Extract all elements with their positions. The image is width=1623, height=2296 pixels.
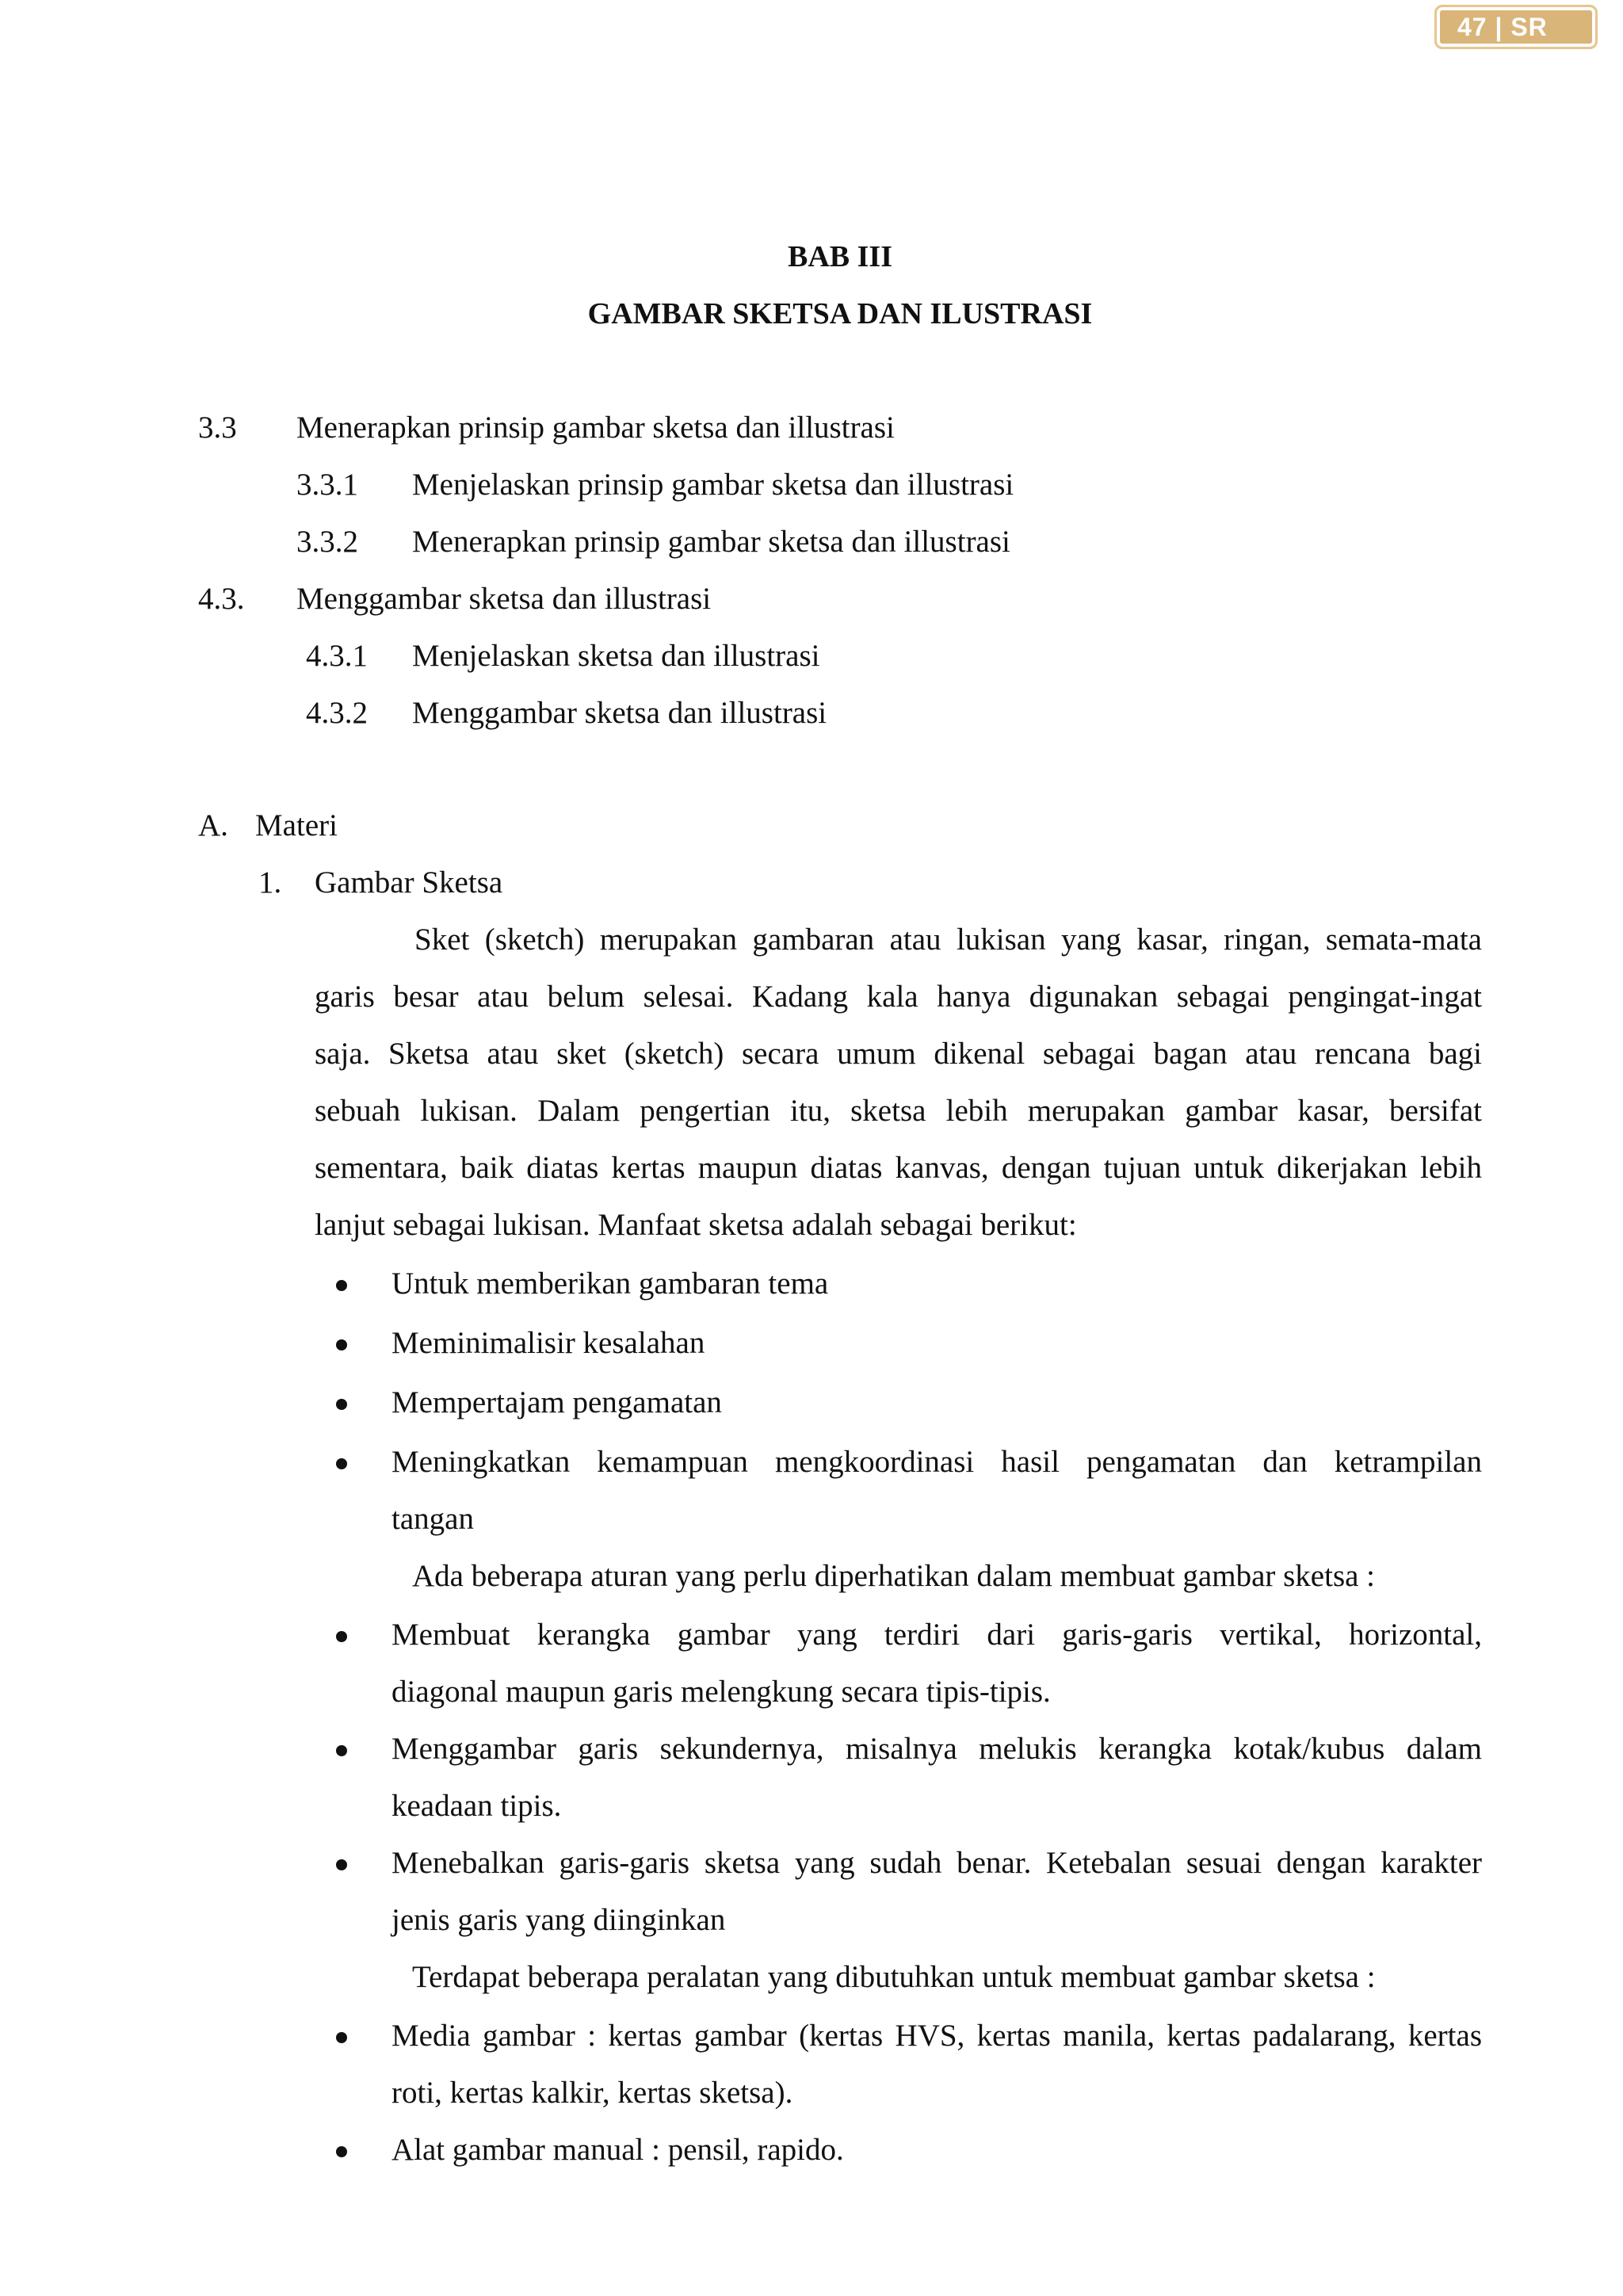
list-item: Meminimalisir kesalahan (391, 1326, 705, 1360)
list-item-continuation: roti, kertas kalkir, kertas sketsa). (391, 2076, 793, 2110)
competency-number: 3.3 (198, 411, 237, 445)
competency-number: 4.3.2 (306, 696, 368, 730)
paragraph-line: Sket (sketch) merupakan gambaran atau lukisan yang kasar, ringan, semata-mata (414, 923, 1482, 957)
list-item-continuation: tangan (391, 1502, 474, 1536)
bullet-icon (336, 1339, 347, 1350)
section-letter: A. (198, 808, 228, 842)
competency-number: 4.3. (198, 582, 245, 616)
competency-text: Menjelaskan sketsa dan illustrasi (412, 639, 820, 673)
competency-text: Menerapkan prinsip gambar sketsa dan illustrasi (412, 525, 1010, 559)
paragraph-line: lanjut sebagai lukisan. Manfaat sketsa adalah sebagai berikut: (315, 1208, 1077, 1242)
competency-text: Menggambar sketsa dan illustrasi (296, 582, 712, 616)
bullet-icon (336, 1399, 347, 1410)
bullet-icon (336, 1631, 347, 1642)
list-item: Media gambar : kertas gambar (kertas HVS, kertas manila, kertas padalarang, kertas (391, 2019, 1482, 2053)
list-item: Mempertajam pengamatan (391, 1385, 722, 1419)
paragraph-line: sebuah lukisan. Dalam pengertian itu, sketsa lebih merupakan gambar kasar, bersifat (315, 1094, 1482, 1128)
list-item-continuation: jenis garis yang diinginkan (391, 1903, 726, 1937)
bullet-icon (336, 1859, 347, 1870)
competency-text: Menjelaskan prinsip gambar sketsa dan illustrasi (412, 468, 1014, 502)
bullet-icon (336, 1280, 347, 1291)
chapter-title: GAMBAR SKETSA DAN ILUSTRASI (587, 297, 1093, 330)
list-item: Menebalkan garis-garis sketsa yang sudah benar. Ketebalan sesuai dengan karakter (391, 1846, 1482, 1880)
rules-intro: Ada beberapa aturan yang perlu diperhatikan dalam membuat gambar sketsa : (412, 1559, 1376, 1593)
paragraph-line: garis besar atau belum selesai. Kadang kala hanya digunakan sebagai pengingat-ingat (315, 980, 1482, 1014)
list-item: Alat gambar manual : pensil, rapido. (391, 2133, 844, 2167)
competency-text: Menerapkan prinsip gambar sketsa dan illustrasi (296, 411, 895, 445)
competency-number: 3.3.1 (296, 468, 358, 502)
bullet-icon (336, 1745, 347, 1756)
bullet-icon (336, 2032, 347, 2043)
page-number-badge: 47 | SR (1434, 5, 1598, 49)
subsection-number: 1. (258, 865, 282, 900)
list-item-continuation: keadaan tipis. (391, 1789, 562, 1823)
competency-text: Menggambar sketsa dan illustrasi (412, 696, 827, 730)
list-item-continuation: diagonal maupun garis melengkung secara tipis-tipis. (391, 1675, 1051, 1709)
list-item: Untuk memberikan gambaran tema (391, 1266, 829, 1301)
bullet-icon (336, 1458, 347, 1469)
list-item: Meningkatkan kemampuan mengkoordinasi hasil pengamatan dan ketrampilan (391, 1445, 1482, 1479)
paragraph-line: sementara, baik diatas kertas maupun diatas kanvas, dengan tujuan untuk dikerjakan lebih (315, 1151, 1482, 1185)
chapter-number: BAB III (788, 240, 892, 273)
list-item: Menggambar garis sekundernya, misalnya melukis kerangka kotak/kubus dalam (391, 1732, 1482, 1766)
section-title: Materi (255, 808, 338, 842)
competency-number: 3.3.2 (296, 525, 358, 559)
subsection-title: Gambar Sketsa (315, 865, 503, 900)
competency-number: 4.3.1 (306, 639, 368, 673)
bullet-icon (336, 2146, 347, 2157)
paragraph-line: saja. Sketsa atau sket (sketch) secara umum dikenal sebagai bagan atau rencana bagi (315, 1037, 1482, 1071)
list-item: Membuat kerangka gambar yang terdiri dari garis-garis vertikal, horizontal, (391, 1618, 1482, 1652)
tools-intro: Terdapat beberapa peralatan yang dibutuhkan untuk membuat gambar sketsa : (412, 1960, 1376, 1994)
